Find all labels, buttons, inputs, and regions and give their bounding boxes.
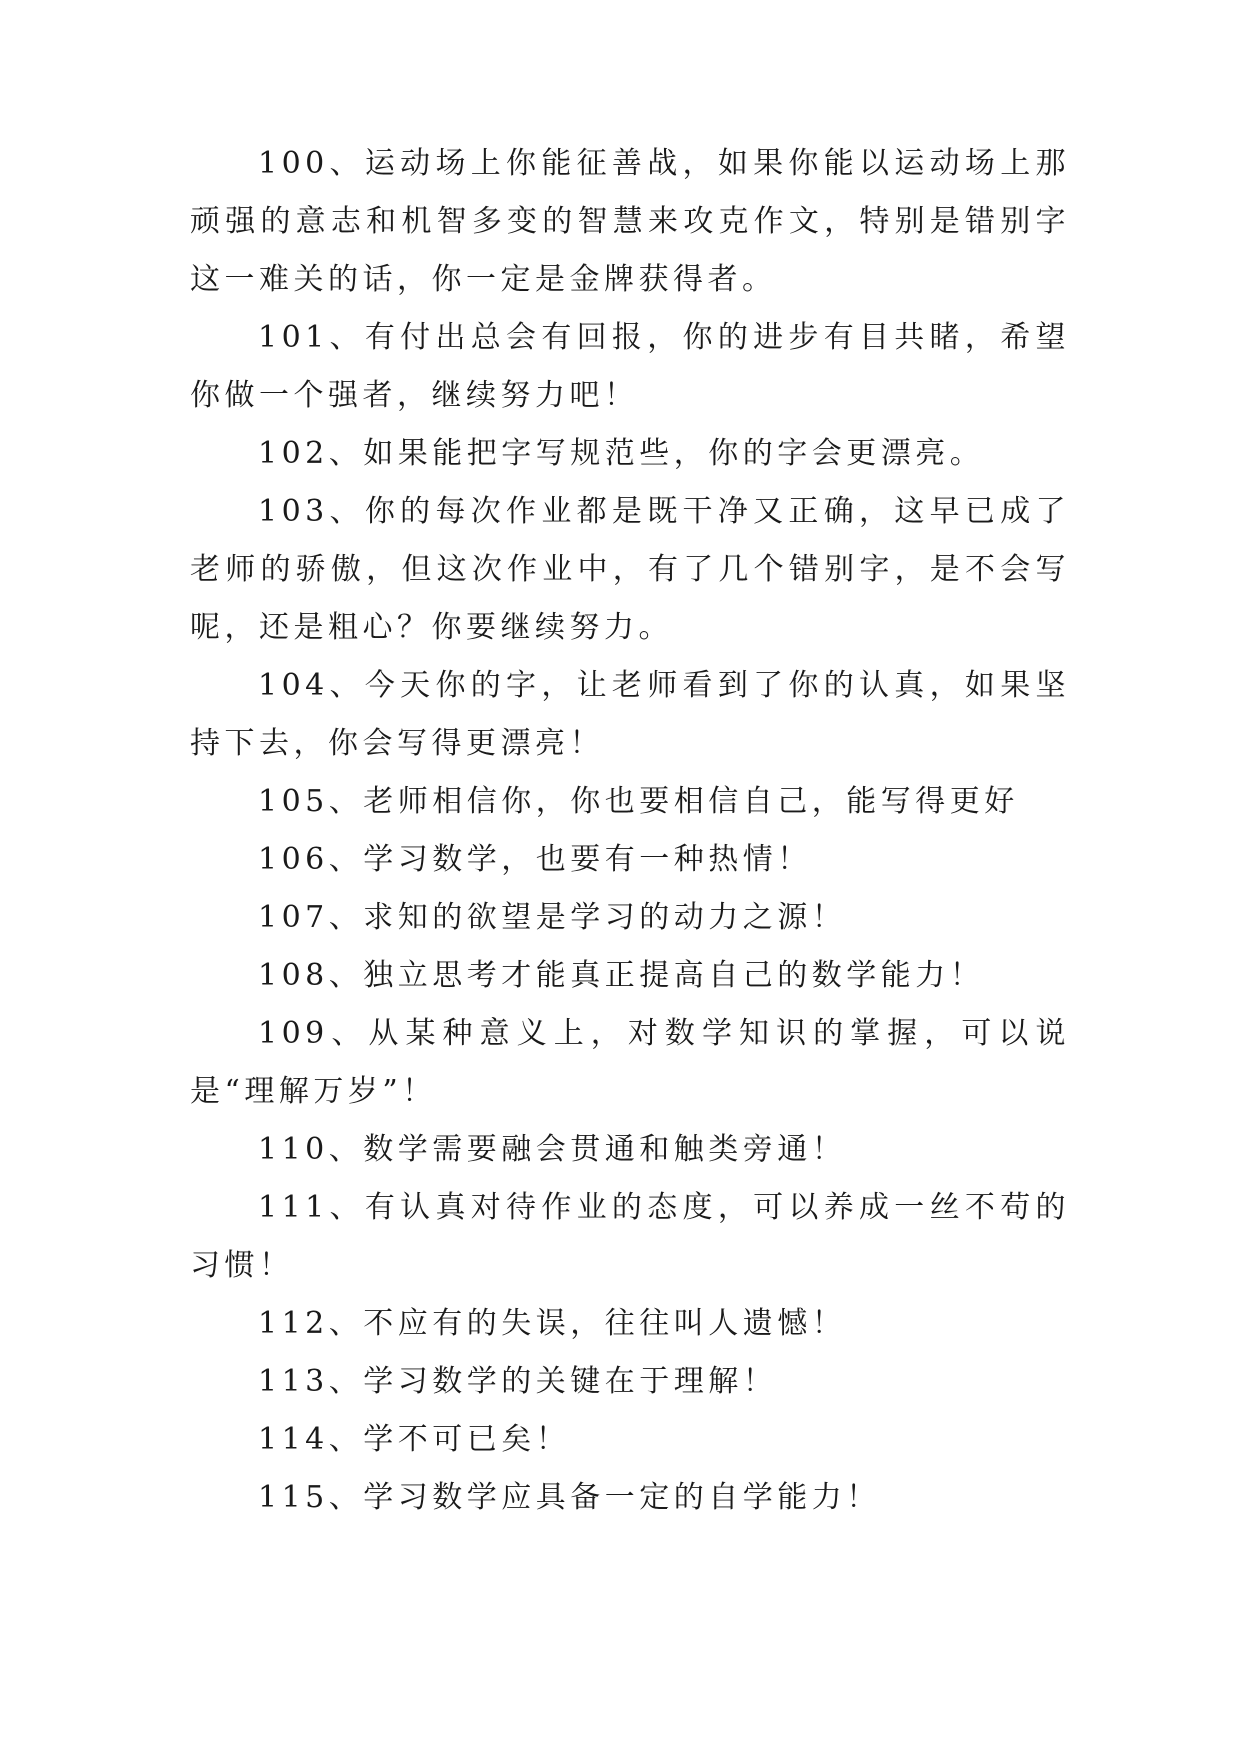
paragraph-105: 105、老师相信你，你也要相信自己，能写得更好 [258,784,1019,819]
paragraph-107: 107、求知的欲望是学习的动力之源！ [258,900,847,935]
paragraph-112: 112、不应有的失误，往往叫人遗憾！ [258,1306,847,1341]
paragraph-115: 115、学习数学应具备一定的自学能力！ [258,1480,881,1515]
document-page [190,135,1070,1527]
paragraph-109: 109、从某种意义上，对数学知识的掌握，可以说是“理解万岁”！ [190,1016,1070,1109]
paragraph-113: 113、学习数学的关键在于理解！ [258,1364,778,1399]
paragraph-100: 100、运动场上你能征善战，如果你能以运动场上那顽强的意志和机智多变的智慧来攻克作文，特别是错别字这一难关的话，你一定是金牌获得者。 [190,146,1070,297]
paragraph-101: 101、有付出总会有回报，你的进步有目共睹，希望你做一个强者，继续努力吧！ [190,320,1070,413]
paragraph-110: 110、数学需要融会贯通和触类旁通！ [258,1132,847,1167]
paragraph-104: 104、今天你的字，让老师看到了你的认真，如果坚持下去，你会写得更漂亮！ [190,668,1070,761]
paragraph-114: 114、学不可已矣！ [258,1422,571,1457]
paragraph-103: 103、你的每次作业都是既干净又正确，这早已成了老师的骄傲，但这次作业中，有了几个错别字，是不会写呢，还是粗心？你要继续努力。 [190,494,1070,645]
paragraph-111: 111、有认真对待作业的态度，可以养成一丝不苟的习惯！ [190,1190,1070,1283]
paragraph-102: 102、如果能把字写规范些，你的字会更漂亮。 [258,436,985,471]
paragraph-108: 108、独立思考才能真正提高自己的数学能力！ [258,958,985,993]
paragraph-106: 106、学习数学，也要有一种热情！ [258,842,812,877]
